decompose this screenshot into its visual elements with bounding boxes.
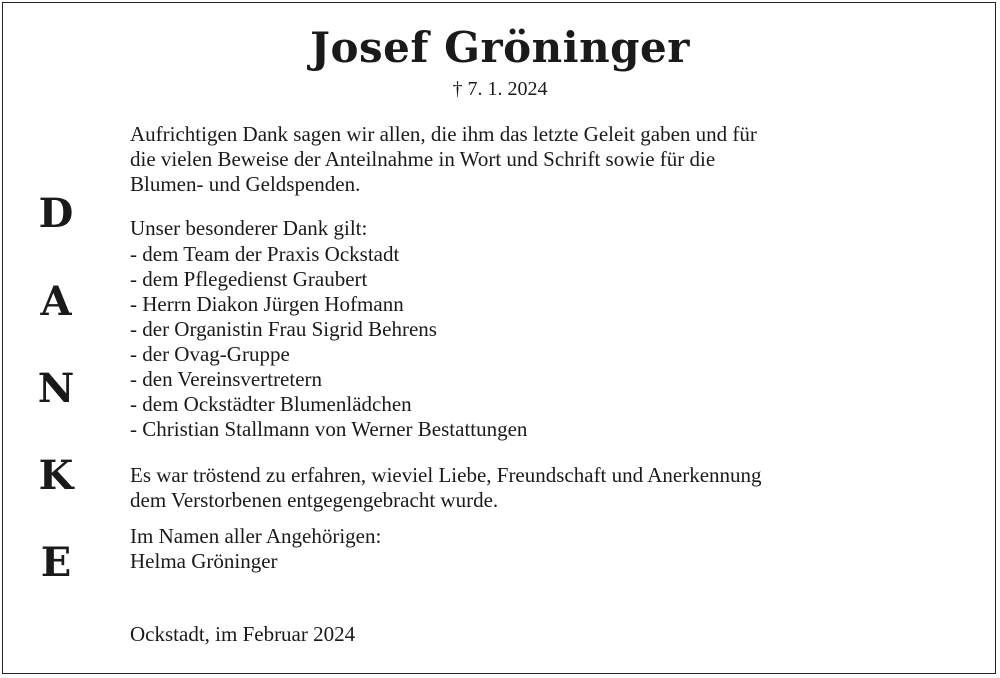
thanks-item: - dem Team der Praxis Ockstadt: [130, 242, 400, 266]
thanks-item: - dem Pflegedienst Graubert: [130, 267, 368, 291]
intro-paragraph: [130, 122, 970, 197]
intro-line: Aufrichtigen Dank sagen wir allen, die ihm das letzte Geleit gaben und für: [130, 122, 757, 146]
danke-letter-d: D: [38, 190, 74, 237]
signature-intro: Im Namen aller Angehörigen:: [130, 524, 382, 548]
danke-letter-a: A: [40, 278, 72, 325]
place-date: Ockstadt, im Februar 2024: [130, 622, 356, 646]
deceased-name: Josef Gröninger: [310, 23, 690, 72]
death-date: † 7. 1. 2024: [452, 78, 548, 100]
thanks-heading: Unser besonderer Dank gilt:: [130, 216, 368, 240]
thanks-list: [130, 242, 970, 442]
closing-line: Es war tröstend zu erfahren, wieviel Liebe, Freundschaft und Anerkennung: [130, 463, 762, 487]
danke-letter-n: N: [37, 365, 75, 412]
thanks-item: - Christian Stallmann von Werner Bestattungen: [130, 417, 528, 441]
intro-line: Blumen- und Geldspenden.: [130, 172, 361, 196]
thanks-item: - dem Ockstädter Blumenlädchen: [130, 392, 412, 416]
closing-paragraph: [130, 463, 970, 513]
danke-letter-e: E: [40, 539, 72, 586]
intro-line: die vielen Beweise der Anteilnahme in Wort und Schrift sowie für die: [130, 147, 716, 171]
danke-letter-k: K: [38, 452, 74, 499]
thanks-item: - Herrn Diakon Jürgen Hofmann: [130, 292, 404, 316]
signature-block: [130, 524, 381, 574]
closing-line: dem Verstorbenen entgegengebracht wurde.: [130, 488, 499, 512]
thanks-item: - der Ovag-Gruppe: [130, 342, 290, 366]
thanks-item: - den Vereinsvertretern: [130, 367, 323, 391]
signature-name: Helma Gröninger: [130, 549, 278, 573]
thanks-item: - der Organistin Frau Sigrid Behrens: [130, 317, 437, 341]
